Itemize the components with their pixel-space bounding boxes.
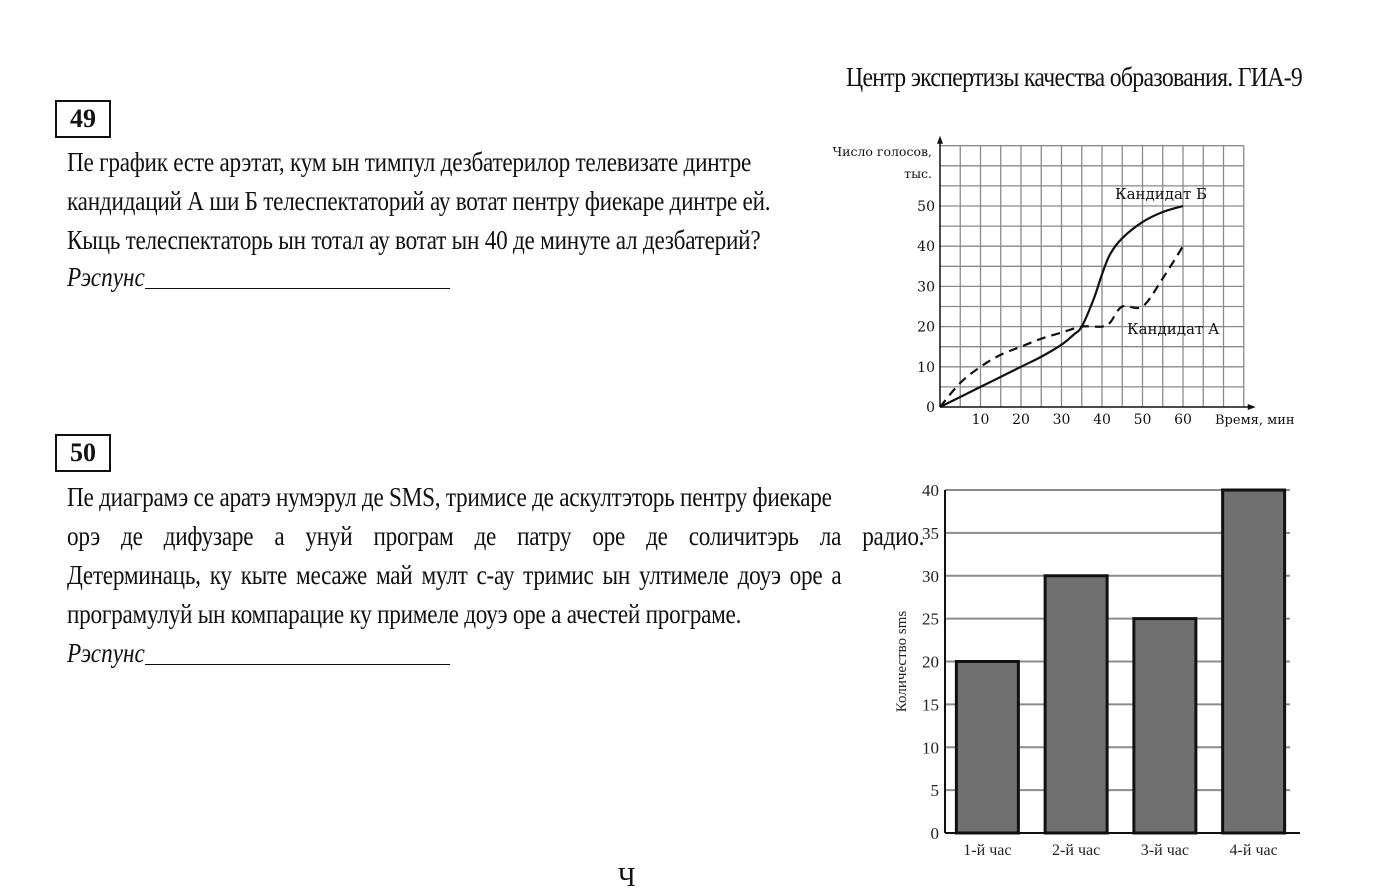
answer-input-line[interactable] (145, 287, 450, 289)
page-footer: Ч (618, 862, 636, 892)
x-tick-label: 60 (1174, 412, 1192, 428)
answer-input-line[interactable] (145, 663, 450, 665)
y-tick-label: 15 (922, 695, 939, 715)
answer-label: Рэспунс (67, 638, 145, 668)
question-number-49: 49 (55, 100, 111, 138)
y-tick-label: 0 (930, 824, 939, 843)
bar-4 (1223, 490, 1285, 833)
y-tick-label: 35 (922, 523, 939, 543)
votes-line-chart (810, 135, 1310, 435)
question-50-line: програмулуй ын компарацие ку примеле доуэ оре а ачестей програме. (67, 599, 742, 629)
question-50-line: орэ де дифузаре а унуй програм де патру оре де соличитэрь ла радио. (67, 521, 925, 551)
x-tick-label: 3-й час (1140, 842, 1189, 859)
y-tick-label: 30 (922, 566, 939, 586)
y-tick-label: 30 (917, 279, 935, 296)
y-tick-label: 20 (922, 652, 939, 672)
origin-label: 0 (926, 400, 935, 416)
y-tick-label: 50 (917, 199, 935, 215)
answer-49 (67, 262, 450, 293)
x-tick-label: 40 (1093, 412, 1111, 428)
y-axis-label: Число голосов, (832, 144, 932, 159)
y-tick-label: 40 (922, 481, 939, 500)
x-axis-label: Время, мин (1215, 413, 1295, 428)
question-49-line: Пе график есте арэтат, кум ын тимпул дезбатерилор телевизате динтре (67, 147, 752, 177)
answer-50 (67, 638, 450, 669)
bar-3 (1134, 619, 1196, 833)
y-tick-label: 10 (922, 738, 939, 758)
x-tick-label: 4-й час (1229, 842, 1278, 859)
y-axis-label-unit: тыс. (904, 166, 932, 181)
document-header: Центр экспертизы качества образования. ГИА-9 (846, 62, 1303, 92)
x-tick-label: 10 (971, 412, 990, 428)
y-tick-label: 10 (917, 359, 935, 376)
x-tick-label: 1-й час (963, 842, 1012, 859)
question-50-line: Детерминаць, ку кыте месаже май мулт с-ау тримис ын ултимеле доуэ оре а (67, 560, 842, 590)
y-axis-arrow-icon (937, 136, 943, 144)
tick-labels (917, 199, 1192, 428)
y-tick-label: 40 (917, 239, 935, 256)
question-49-text (67, 143, 770, 260)
question-number-50: 50 (55, 434, 111, 472)
y-tick-label: 20 (917, 319, 935, 336)
x-tick-label: 2-й час (1052, 842, 1101, 859)
y-axis-label: Количество sms (894, 610, 910, 713)
chart-axes (937, 136, 1256, 410)
question-50-text (67, 478, 924, 634)
bar-1 (956, 662, 1018, 834)
series-label-candidate-b: Кандидат Б (1115, 185, 1208, 203)
answer-label: Рэспунс (67, 262, 145, 292)
series-label-candidate-a: Кандидат А (1127, 320, 1220, 338)
question-50-line: Пе диаграмэ се аратэ нумэрул де SMS, тримисе де аскултэторь пентру фиекаре (67, 482, 832, 512)
y-tick-label: 5 (930, 781, 939, 801)
x-axis-arrow-icon (1248, 404, 1256, 410)
x-tick-label: 20 (1012, 412, 1030, 428)
x-tick-label: 30 (1052, 412, 1071, 428)
bar-2 (1045, 576, 1107, 833)
question-49-line: Кыць телеспектаторь ын тотал ау вотат ын 40 де минуте ал дезбатерий? (67, 225, 761, 255)
y-tick-label: 25 (922, 609, 939, 629)
sms-bar-chart (880, 475, 1320, 875)
question-49-line: кандидаций А ши Б телеспектаторий ау вотат пентру фиекаре динтре ей. (67, 186, 771, 216)
x-tick-label: 50 (1133, 412, 1152, 428)
